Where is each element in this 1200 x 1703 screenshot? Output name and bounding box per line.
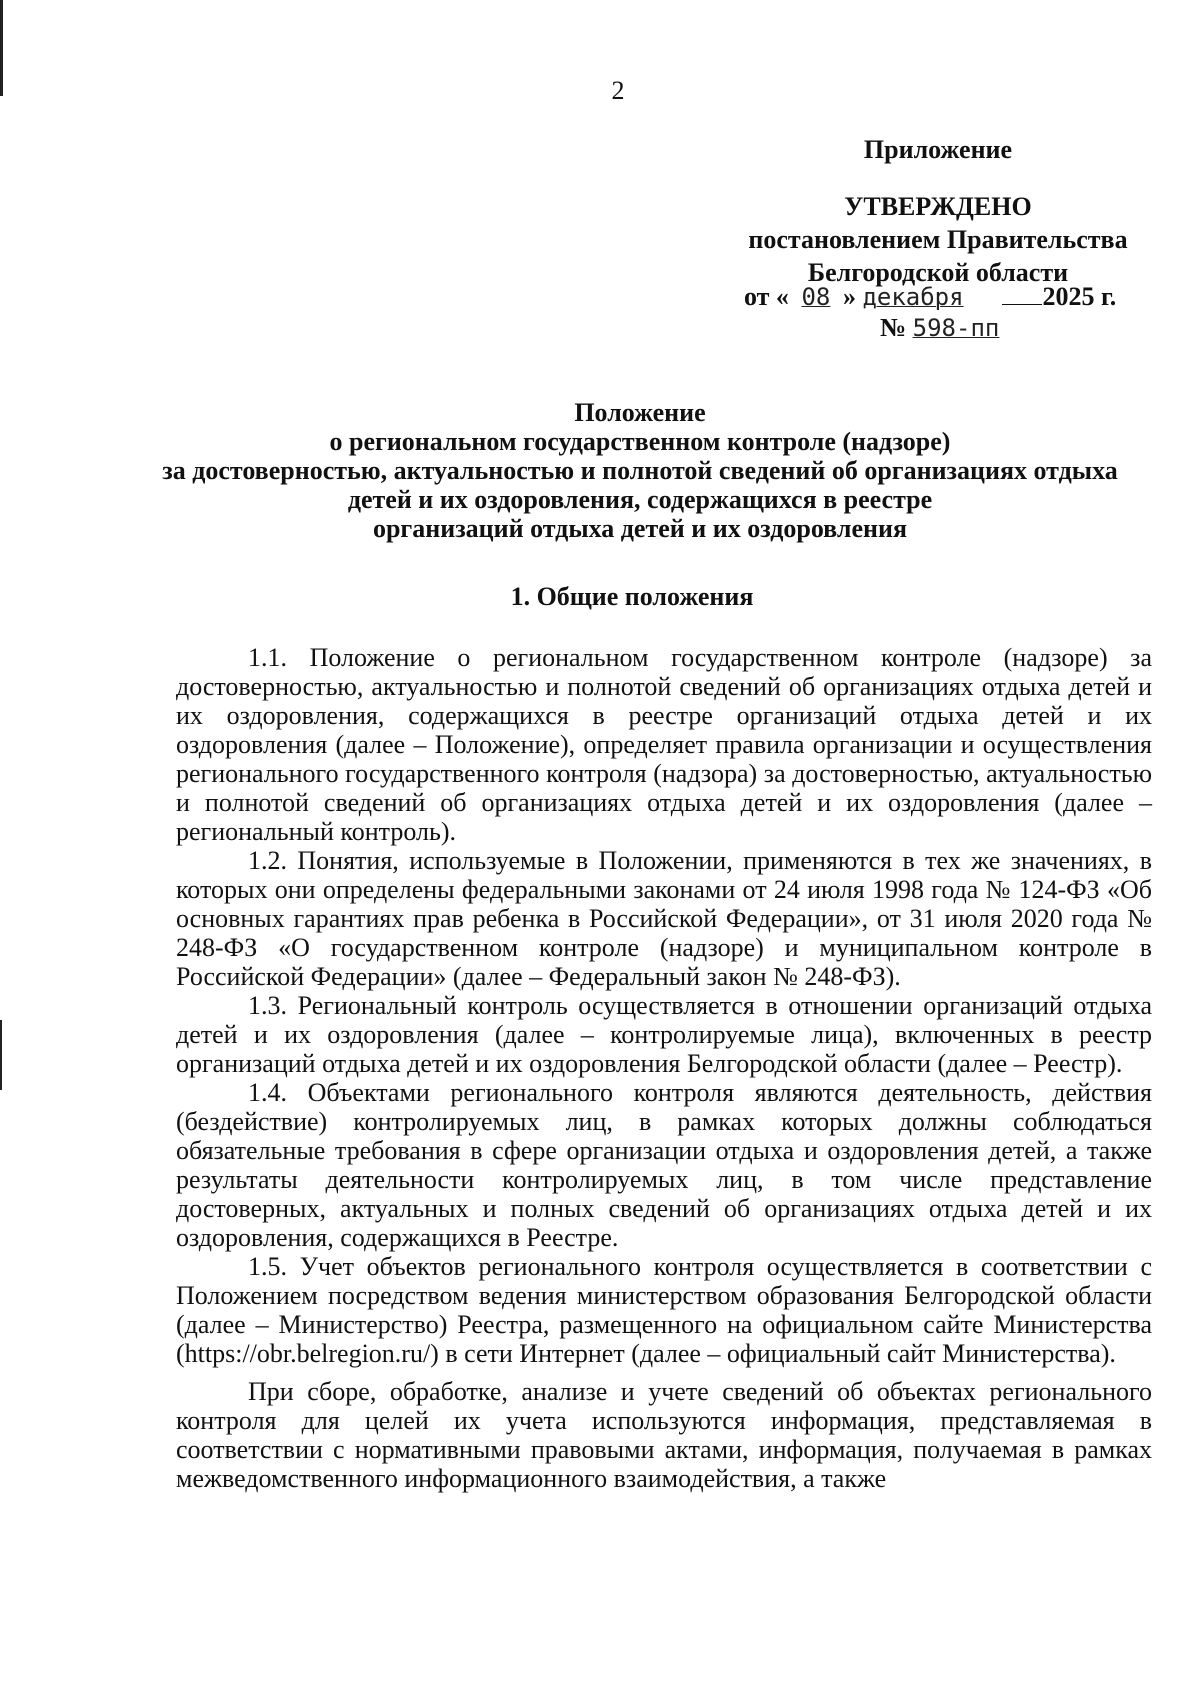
section-heading: 1. Общие положения xyxy=(510,582,754,611)
scan-margin-mark xyxy=(0,1020,2,1090)
page-number: 2 xyxy=(611,76,625,105)
title-line: Положение xyxy=(574,398,706,427)
date-underline xyxy=(1002,282,1042,305)
date-year: 2025 г. xyxy=(1042,282,1117,311)
section-body xyxy=(176,643,1152,1493)
approval-block xyxy=(718,190,1158,289)
paragraph: 1.4. Объектами регионального контроля являются деятельность, действия (бездействие) контролируемых лиц, в рамках которых должны соблюдаться обязательные требования в сфере организации отдыха и оздоровления детей, а также результаты деятельности контролируемых лиц, в том числе представление достоверных, актуальных и полных сведений об организациях отдыха детей и их оздоровления, содержащихся в Реестре. xyxy=(176,1078,1152,1252)
document-title xyxy=(160,398,1120,543)
date-prefix: от « xyxy=(744,282,789,311)
approved-label: УТВЕРЖДЕНО xyxy=(844,192,1032,221)
date-month: декабря xyxy=(862,283,964,311)
title-line: организаций отдыха детей и их оздоровления xyxy=(372,514,908,543)
annex-title: Приложение xyxy=(863,135,1013,164)
paragraph: 1.5. Учет объектов регионального контроля осуществляется в соответствии с Положением посредством ведения министерством образования Белгородской области (далее – Министерство) Реестра, размещенного на официальном сайте Министерства (https://obr.belregion.ru/) в сети Интернет (далее – официальный сайт Министерства). xyxy=(176,1252,1152,1368)
title-line: детей и их оздоровления, содержащихся в реестре xyxy=(347,485,933,514)
paragraph: При сборе, обработке, анализе и учете сведений об объектах регионального контроля для целей их учета используются информация, представляемая в соответствии с нормативными правовыми актами, информация, получаемая в рамках межведомственного информационного взаимодействия, а также xyxy=(176,1377,1152,1493)
paragraph: 1.3. Региональный контроль осуществляется в отношении организаций отдыха детей и их оздоровления (далее – контролируемые лица), включенных в реестр организаций отдыха детей и их оздоровления Белгородской области (далее – Реестр). xyxy=(176,991,1152,1078)
paragraph: 1.2. Понятия, используемые в Положении, применяются в тех же значениях, в которых они определены федеральными законами от 24 июля 1998 года № 124-ФЗ «Об основных гарантиях прав ребенка в Российской Федерации», от 31 июля 2020 года № 248-ФЗ «О государственном контроле (надзоре) и муниципальном контроле в Российской Федерации» (далее – Федеральный закон № 248-ФЗ). xyxy=(176,846,1152,991)
date-day: 08 xyxy=(801,283,831,311)
title-line: за достоверностью, актуальностью и полнотой сведений об организациях отдыха xyxy=(162,456,1118,485)
date-mid: » xyxy=(842,282,856,311)
approved-by-line2: Белгородской области xyxy=(807,258,1069,287)
title-line: о региональном государственном контроле (надзоре) xyxy=(329,427,951,456)
number-prefix: № xyxy=(880,313,907,342)
paragraph: 1.1. Положение о региональном государственном контроле (надзоре) за достоверностью, актуальностью и полнотой сведений об организациях отдыха детей и их оздоровления, содержащихся в реестре организаций отдыха детей и их оздоровления (далее – Положение), определяет правила организации и осуществления регионального государственного контроля (надзора) за достоверностью, актуальностью и полнотой сведений об организациях отдыха детей и их оздоровления (далее – региональный контроль). xyxy=(176,643,1152,846)
approval-number xyxy=(880,313,999,343)
approved-by-line1: постановлением Правительства xyxy=(748,225,1128,254)
number-value: 598-пп xyxy=(912,314,1000,342)
approval-date xyxy=(744,282,1116,312)
